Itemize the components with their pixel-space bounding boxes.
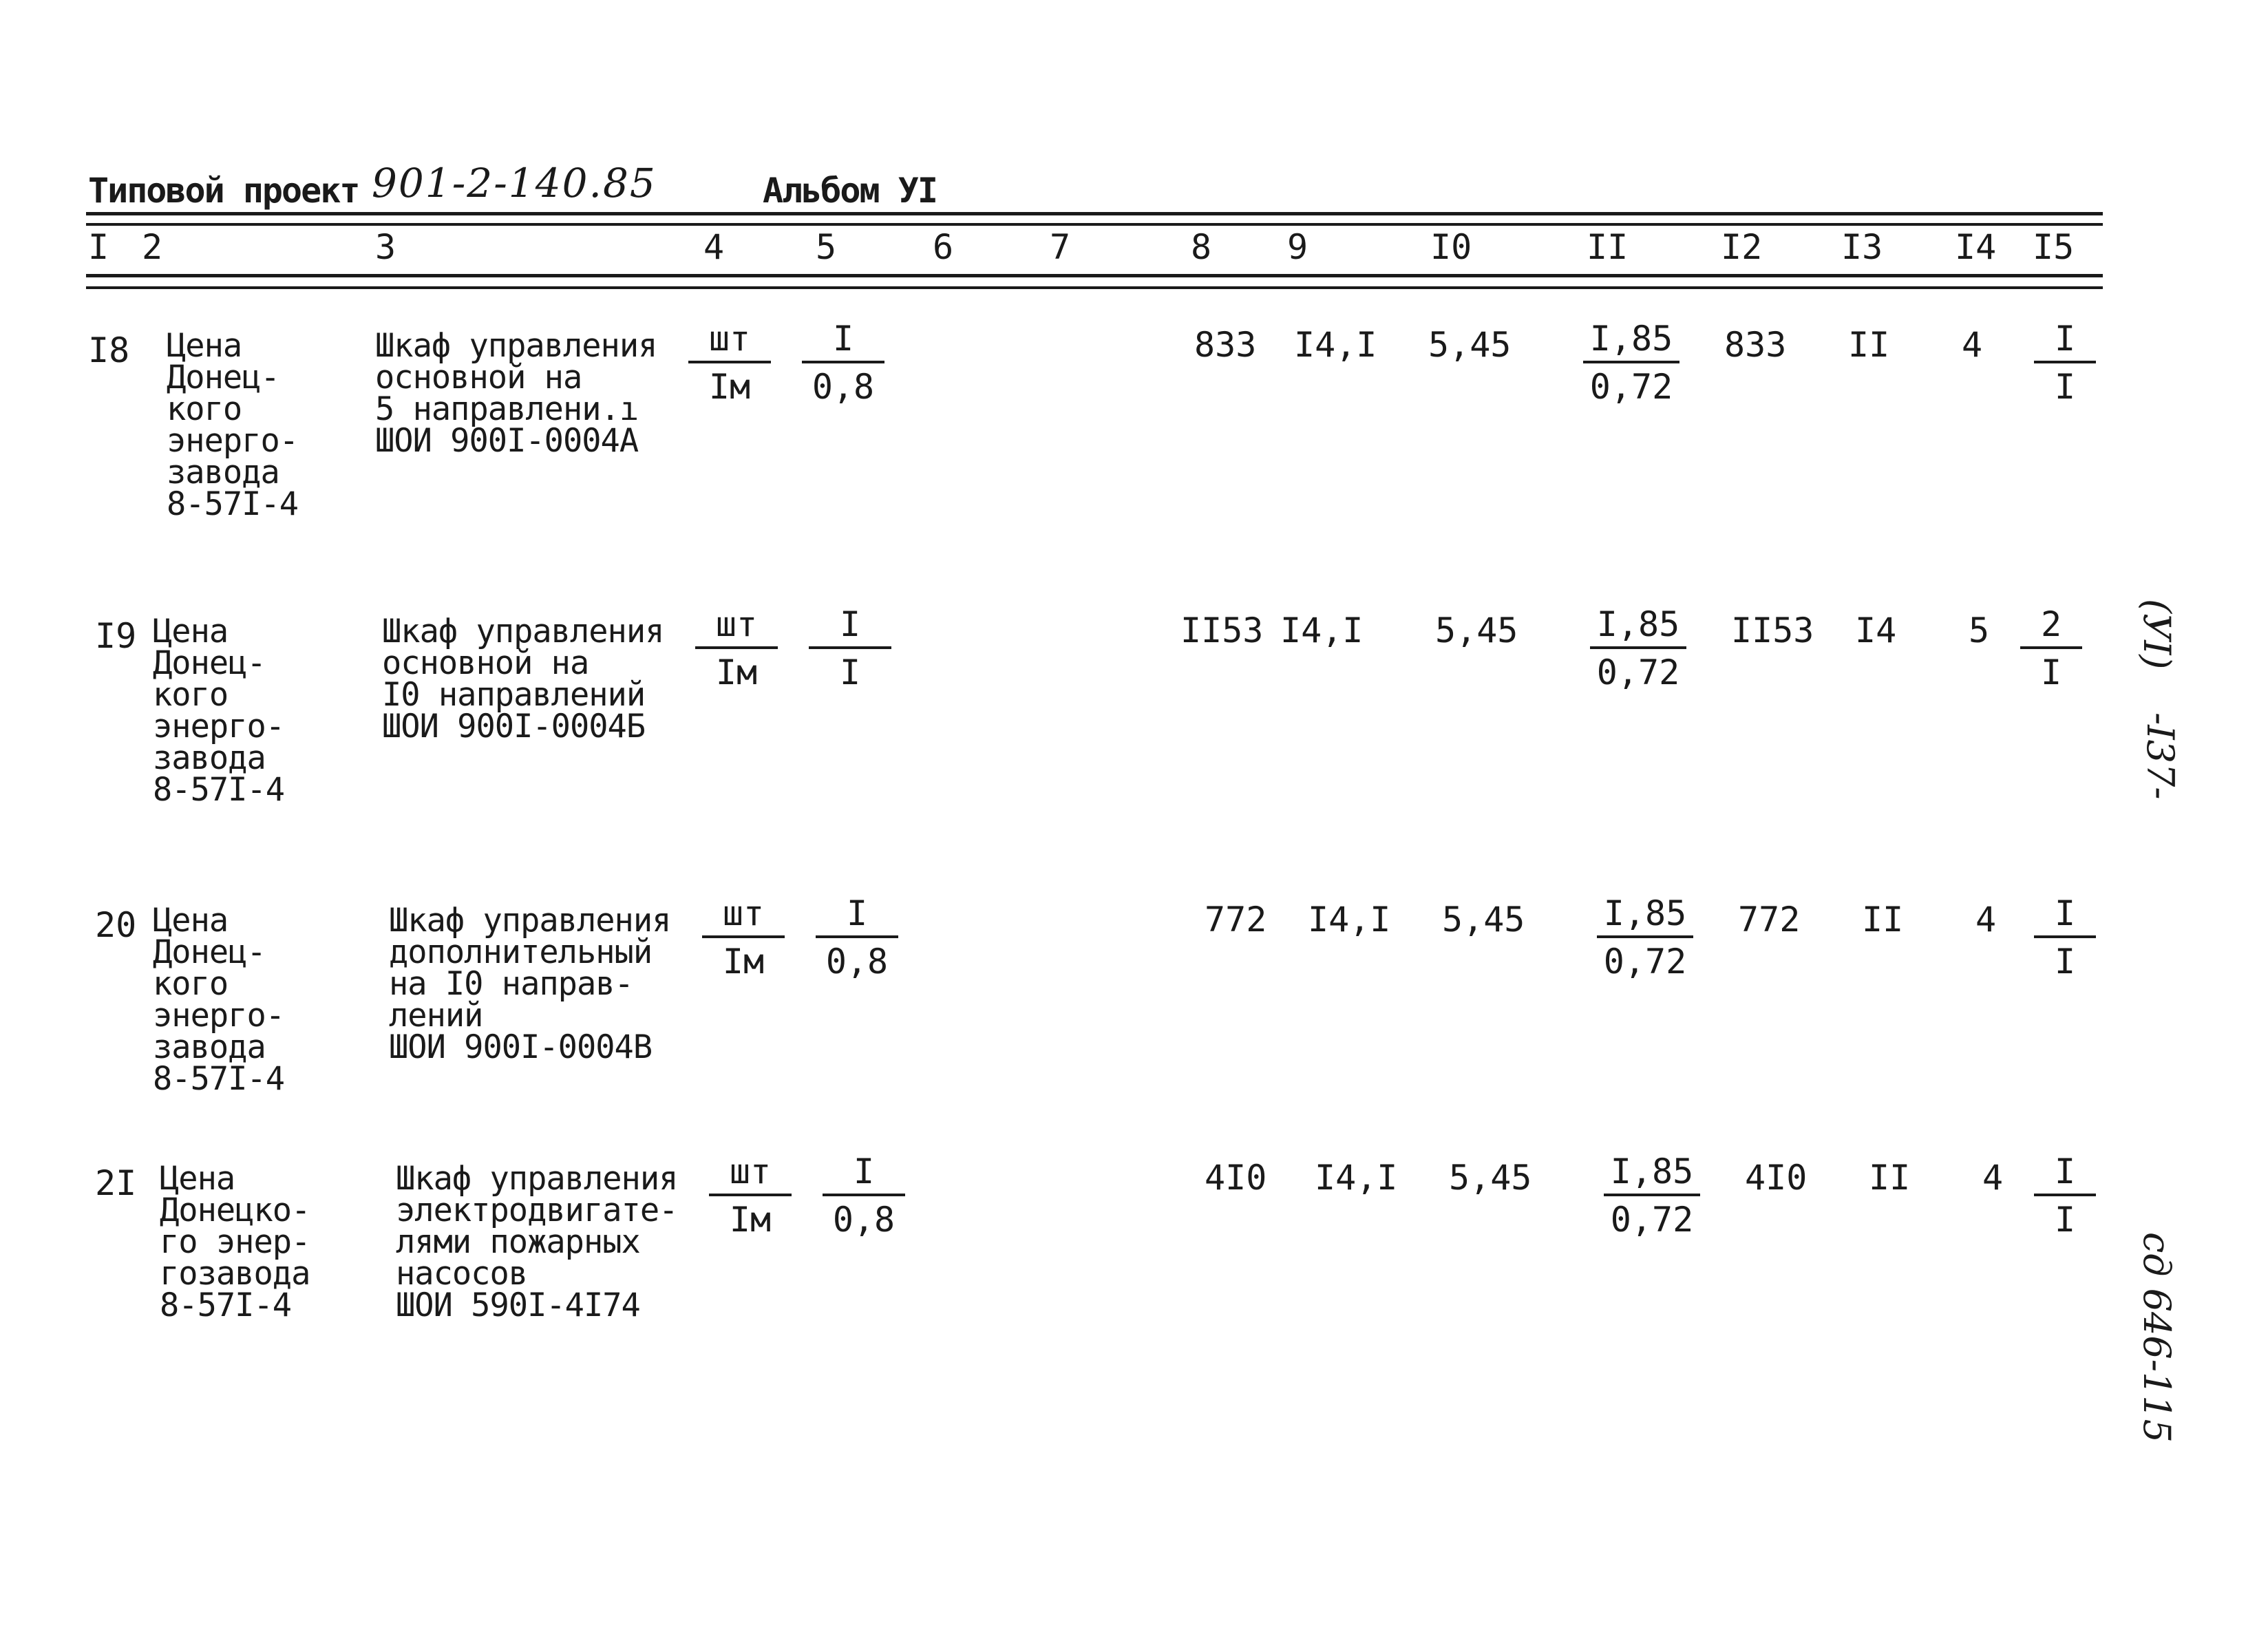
rule-top-1 xyxy=(86,212,2103,215)
rule-header-bottom-1 xyxy=(86,274,2103,277)
row-col15 xyxy=(2034,1151,2096,1240)
row-col8: II53 xyxy=(1180,611,1264,650)
row-col11-numerator: I,85 xyxy=(1589,319,1673,359)
row-col15 xyxy=(2034,318,2096,407)
row-col13: II xyxy=(1869,1158,1911,1198)
row-col15-bar xyxy=(2034,935,2096,938)
row-col5-bar xyxy=(809,646,891,649)
row-col5-numerator: I xyxy=(846,893,868,933)
row-col15 xyxy=(2020,604,2082,693)
row-col12: 772 xyxy=(1738,900,1801,940)
row-unit-denominator: Iм xyxy=(715,653,758,692)
row-col11 xyxy=(1590,604,1686,693)
row-unit-denominator: Iм xyxy=(708,367,751,407)
project-number: 901-2-140.85 xyxy=(372,160,657,206)
row-col15-numerator: I xyxy=(2054,319,2076,359)
row-col11-bar xyxy=(1583,361,1679,363)
row-col5-numerator: I xyxy=(839,604,861,644)
row-col5-bar xyxy=(816,935,898,938)
album-label: Альбом УI xyxy=(763,171,937,211)
row-col14: 4 xyxy=(1975,900,1997,940)
row-source: Цена Донец- кого энерго- завода 8-57I-4 xyxy=(167,327,299,523)
row-unit-bar xyxy=(688,361,771,363)
row-col5-denominator: 0,8 xyxy=(812,367,875,407)
row-col15-denominator: I xyxy=(2040,653,2062,692)
margin-album-ref: (УI) xyxy=(2135,599,2179,670)
row-col5 xyxy=(823,1151,905,1240)
column-number: 3 xyxy=(375,227,396,267)
row-name: Шкаф управления основной на I0 направлений ШОИ 900I-0004Б xyxy=(382,613,664,745)
row-col11-numerator: I,85 xyxy=(1603,893,1687,933)
row-col5-denominator: I xyxy=(839,653,861,692)
row-unit-numerator: шт xyxy=(722,893,765,933)
row-col11-denominator: 0,72 xyxy=(1610,1200,1694,1240)
margin-page-number: -I37- xyxy=(2139,712,2182,800)
row-col5 xyxy=(816,893,898,982)
row-number: 2I xyxy=(95,1163,137,1203)
row-col11-denominator: 0,72 xyxy=(1589,367,1673,407)
row-col12: 4I0 xyxy=(1745,1158,1808,1198)
row-unit-numerator: шт xyxy=(708,319,751,359)
row-col11-denominator: 0,72 xyxy=(1596,653,1680,692)
row-col9: I4,I xyxy=(1294,325,1377,365)
column-number: II xyxy=(1587,227,1629,267)
row-col11-numerator: I,85 xyxy=(1610,1152,1694,1191)
row-name: Шкаф управления основной на 5 направлени.ı ШОИ 900I-0004А xyxy=(375,327,657,460)
row-col11-bar xyxy=(1604,1194,1700,1196)
row-number: I8 xyxy=(88,330,130,370)
row-col10: 5,45 xyxy=(1449,1158,1532,1198)
row-col5-denominator: 0,8 xyxy=(832,1200,895,1240)
row-col5-bar xyxy=(802,361,884,363)
row-col5-denominator: 0,8 xyxy=(825,942,889,982)
row-col14: 4 xyxy=(1962,325,1983,365)
row-unit-bar xyxy=(702,935,785,938)
row-col10: 5,45 xyxy=(1428,325,1512,365)
row-col11 xyxy=(1583,318,1679,407)
row-col5-bar xyxy=(823,1194,905,1196)
row-col11-bar xyxy=(1597,935,1693,938)
rule-top-2 xyxy=(86,223,2103,226)
row-col11 xyxy=(1604,1151,1700,1240)
row-unit-numerator: шт xyxy=(715,604,758,644)
row-col13: II xyxy=(1862,900,1904,940)
row-col5-numerator: I xyxy=(832,319,854,359)
row-unit-denominator: Iм xyxy=(729,1200,772,1240)
column-number: I0 xyxy=(1430,227,1472,267)
row-unit xyxy=(695,604,778,693)
column-number: 8 xyxy=(1191,227,1212,267)
row-col5 xyxy=(809,604,891,693)
row-col13: I4 xyxy=(1855,611,1897,650)
row-source: Цена Донец- кого энерго- завода 8-57I-4 xyxy=(153,613,285,809)
row-col15-denominator: I xyxy=(2054,1200,2076,1240)
row-col15-bar xyxy=(2020,646,2082,649)
row-col15-numerator: 2 xyxy=(2040,604,2062,644)
row-unit xyxy=(688,318,771,407)
row-unit xyxy=(702,893,785,982)
row-col9: I4,I xyxy=(1308,900,1391,940)
row-col13: II xyxy=(1848,325,1890,365)
row-col11-bar xyxy=(1590,646,1686,649)
column-number: I4 xyxy=(1955,227,1997,267)
row-col8: 833 xyxy=(1194,325,1257,365)
column-number: I3 xyxy=(1841,227,1883,267)
row-unit-denominator: Iм xyxy=(722,942,765,982)
row-col9: I4,I xyxy=(1315,1158,1398,1198)
header-label: Типовой проект xyxy=(88,171,359,211)
margin-doc-code: сд 646-115 xyxy=(2135,1232,2179,1443)
row-col15-denominator: I xyxy=(2054,942,2076,982)
row-col5 xyxy=(802,318,884,407)
row-col11-numerator: I,85 xyxy=(1596,604,1680,644)
row-col11 xyxy=(1597,893,1693,982)
column-number: 6 xyxy=(933,227,954,267)
row-name: Шкаф управления электродвигате- лями пожарных насосов ШОИ 590I-4I74 xyxy=(396,1160,678,1324)
row-col12: II53 xyxy=(1731,611,1814,650)
row-col15-denominator: I xyxy=(2054,367,2076,407)
column-number: 9 xyxy=(1287,227,1308,267)
column-number: I2 xyxy=(1721,227,1763,267)
row-col8: 4I0 xyxy=(1205,1158,1267,1198)
row-col8: 772 xyxy=(1205,900,1267,940)
rule-header-bottom-2 xyxy=(86,286,2103,289)
row-name: Шкаф управления дополнительный на I0 направ- лений ШОИ 900I-0004В xyxy=(389,902,671,1066)
row-col15-bar xyxy=(2034,361,2096,363)
row-source: Цена Донецко- го энер- гозавода 8-57I-4 xyxy=(160,1160,310,1324)
row-col15-numerator: I xyxy=(2054,1152,2076,1191)
row-unit-bar xyxy=(695,646,778,649)
row-number: 20 xyxy=(95,905,137,945)
column-number: I5 xyxy=(2033,227,2075,267)
row-col14: 5 xyxy=(1969,611,1990,650)
row-unit-bar xyxy=(709,1194,792,1196)
row-col15 xyxy=(2034,893,2096,982)
row-col15-bar xyxy=(2034,1194,2096,1196)
column-number: I xyxy=(88,227,109,267)
column-number: 5 xyxy=(816,227,837,267)
column-number: 7 xyxy=(1050,227,1071,267)
column-number: 2 xyxy=(142,227,163,267)
row-unit xyxy=(709,1151,792,1240)
row-number: I9 xyxy=(95,616,137,656)
row-col11-denominator: 0,72 xyxy=(1603,942,1687,982)
column-number: 4 xyxy=(703,227,725,267)
row-unit-numerator: шт xyxy=(729,1152,772,1191)
row-col14: 4 xyxy=(1982,1158,2004,1198)
row-col10: 5,45 xyxy=(1442,900,1525,940)
row-col5-numerator: I xyxy=(853,1152,875,1191)
row-col12: 833 xyxy=(1724,325,1787,365)
row-source: Цена Донец- кого энерго- завода 8-57I-4 xyxy=(153,902,285,1098)
row-col15-numerator: I xyxy=(2054,893,2076,933)
row-col9: I4,I xyxy=(1280,611,1364,650)
row-col10: 5,45 xyxy=(1435,611,1518,650)
